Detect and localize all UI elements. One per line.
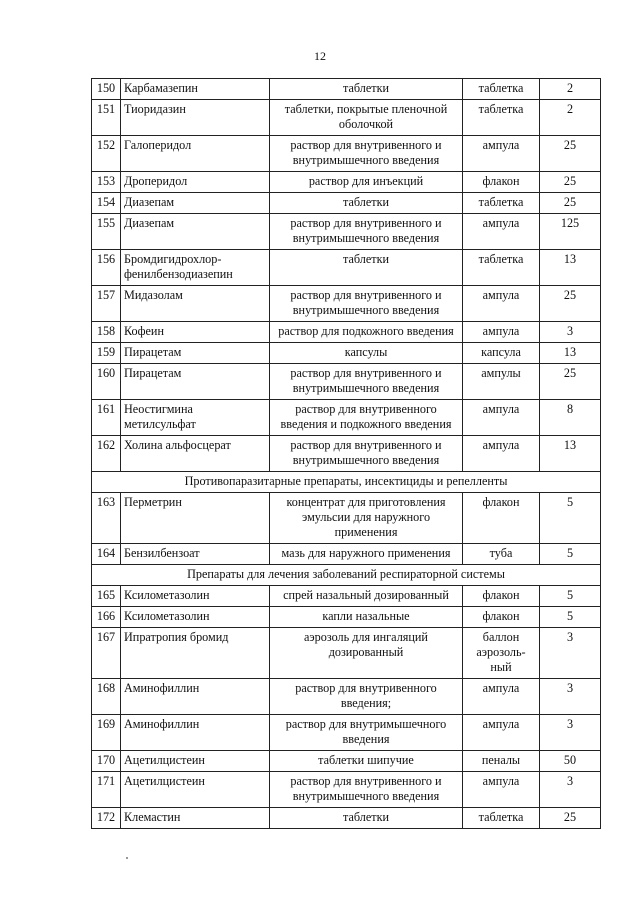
dosage-form: раствор для внутривенного и внутримышечного введения <box>270 214 463 250</box>
quantity: 25 <box>540 172 601 193</box>
quantity: 3 <box>540 715 601 751</box>
drug-name: Диазепам <box>121 193 270 214</box>
drug-name: Пирацетам <box>121 364 270 400</box>
table-row <box>92 286 601 322</box>
dosage-form: раствор для внутривенного и внутримышечного введения <box>270 286 463 322</box>
row-number: 171 <box>92 772 121 808</box>
table-row <box>92 679 601 715</box>
table-row <box>92 586 601 607</box>
package-unit: ампула <box>463 436 540 472</box>
dosage-form: раствор для внутривенного введения; <box>270 679 463 715</box>
table-row <box>92 322 601 343</box>
table-row <box>92 493 601 544</box>
row-number: 151 <box>92 100 121 136</box>
table-row <box>92 772 601 808</box>
package-unit: таблетка <box>463 79 540 100</box>
dosage-form: раствор для внутривенного и внутримышечного введения <box>270 436 463 472</box>
row-number: 155 <box>92 214 121 250</box>
quantity: 50 <box>540 751 601 772</box>
scan-speck <box>126 857 128 859</box>
drug-name: Холина альфосцерат <box>121 436 270 472</box>
package-unit: баллон аэрозоль-ный <box>463 628 540 679</box>
table-row <box>92 400 601 436</box>
package-unit: таблетка <box>463 808 540 829</box>
section-title: Противопаразитарные препараты, инсектициды и репелленты <box>92 472 601 493</box>
drug-name: Бензилбензоат <box>121 544 270 565</box>
table-row <box>92 715 601 751</box>
page-number: 12 <box>314 49 326 63</box>
drug-name: Ипратропия бромид <box>121 628 270 679</box>
table-row <box>92 193 601 214</box>
dosage-form: капсулы <box>270 343 463 364</box>
row-number: 170 <box>92 751 121 772</box>
table-body <box>92 79 601 829</box>
package-unit: ампула <box>463 772 540 808</box>
table-row <box>92 364 601 400</box>
drug-name: Диазепам <box>121 214 270 250</box>
drug-name: Галоперидол <box>121 136 270 172</box>
table-row <box>92 436 601 472</box>
package-unit: ампулы <box>463 364 540 400</box>
row-number: 168 <box>92 679 121 715</box>
drug-name: Карбамазепин <box>121 79 270 100</box>
quantity: 2 <box>540 79 601 100</box>
quantity: 13 <box>540 343 601 364</box>
dosage-form: раствор для внутривенного и внутримышечного введения <box>270 772 463 808</box>
table-row <box>92 250 601 286</box>
quantity: 25 <box>540 808 601 829</box>
table-row <box>92 544 601 565</box>
package-unit: таблетка <box>463 193 540 214</box>
table-row <box>92 808 601 829</box>
dosage-form: раствор для внутримышечного введения <box>270 715 463 751</box>
quantity: 3 <box>540 628 601 679</box>
dosage-form: таблетки шипучие <box>270 751 463 772</box>
dosage-form: спрей назальный дозированный <box>270 586 463 607</box>
quantity: 5 <box>540 607 601 628</box>
drug-name: Аминофиллин <box>121 715 270 751</box>
row-number: 162 <box>92 436 121 472</box>
dosage-form: аэрозоль для ингаляций дозированный <box>270 628 463 679</box>
quantity: 5 <box>540 586 601 607</box>
row-number: 169 <box>92 715 121 751</box>
dosage-form: раствор для внутривенного и внутримышечного введения <box>270 136 463 172</box>
package-unit: ампула <box>463 286 540 322</box>
drug-name: Неостигмина метилсульфат <box>121 400 270 436</box>
dosage-form: таблетки <box>270 79 463 100</box>
drug-name: Дроперидол <box>121 172 270 193</box>
dosage-form: таблетки, покрытые пленочной оболочкой <box>270 100 463 136</box>
quantity: 5 <box>540 493 601 544</box>
package-unit: флакон <box>463 607 540 628</box>
package-unit: таблетка <box>463 100 540 136</box>
table-row <box>92 100 601 136</box>
section-title: Препараты для лечения заболеваний респираторной системы <box>92 565 601 586</box>
package-unit: флакон <box>463 493 540 544</box>
row-number: 166 <box>92 607 121 628</box>
package-unit: капсула <box>463 343 540 364</box>
quantity: 125 <box>540 214 601 250</box>
dosage-form: раствор для инъекций <box>270 172 463 193</box>
quantity: 25 <box>540 193 601 214</box>
row-number: 167 <box>92 628 121 679</box>
package-unit: флакон <box>463 172 540 193</box>
drug-name: Клемастин <box>121 808 270 829</box>
quantity: 3 <box>540 772 601 808</box>
quantity: 8 <box>540 400 601 436</box>
package-unit: флакон <box>463 586 540 607</box>
row-number: 157 <box>92 286 121 322</box>
row-number: 152 <box>92 136 121 172</box>
row-number: 153 <box>92 172 121 193</box>
drug-name: Бромдигидрохлор-фенилбензодиазепин <box>121 250 270 286</box>
row-number: 164 <box>92 544 121 565</box>
row-number: 156 <box>92 250 121 286</box>
row-number: 150 <box>92 79 121 100</box>
quantity: 25 <box>540 286 601 322</box>
row-number: 160 <box>92 364 121 400</box>
drug-name: Ацетилцистеин <box>121 751 270 772</box>
package-unit: пеналы <box>463 751 540 772</box>
table-row <box>92 751 601 772</box>
row-number: 163 <box>92 493 121 544</box>
package-unit: ампула <box>463 400 540 436</box>
drug-name: Аминофиллин <box>121 679 270 715</box>
section-header-row <box>92 565 601 586</box>
dosage-form: раствор для внутривенного введения и подкожного введения <box>270 400 463 436</box>
row-number: 165 <box>92 586 121 607</box>
quantity: 3 <box>540 679 601 715</box>
package-unit: ампула <box>463 679 540 715</box>
quantity: 25 <box>540 364 601 400</box>
drug-name: Кофеин <box>121 322 270 343</box>
drug-name: Ксилометазолин <box>121 586 270 607</box>
table-row <box>92 136 601 172</box>
table-row <box>92 172 601 193</box>
dosage-form: раствор для подкожного введения <box>270 322 463 343</box>
row-number: 172 <box>92 808 121 829</box>
dosage-form: капли назальные <box>270 607 463 628</box>
table-row <box>92 79 601 100</box>
drug-name: Перметрин <box>121 493 270 544</box>
dosage-form: мазь для наружного применения <box>270 544 463 565</box>
dosage-form: таблетки <box>270 808 463 829</box>
drug-name: Ацетилцистеин <box>121 772 270 808</box>
table-row <box>92 343 601 364</box>
package-unit: ампула <box>463 715 540 751</box>
drug-name: Мидазолам <box>121 286 270 322</box>
dosage-form: концентрат для приготовления эмульсии для наружного применения <box>270 493 463 544</box>
quantity: 25 <box>540 136 601 172</box>
row-number: 159 <box>92 343 121 364</box>
drug-name: Ксилометазолин <box>121 607 270 628</box>
package-unit: ампула <box>463 136 540 172</box>
quantity: 13 <box>540 250 601 286</box>
section-header-row <box>92 472 601 493</box>
quantity: 2 <box>540 100 601 136</box>
package-unit: туба <box>463 544 540 565</box>
package-unit: ампула <box>463 322 540 343</box>
row-number: 154 <box>92 193 121 214</box>
drug-table <box>91 78 601 829</box>
dosage-form: раствор для внутривенного и внутримышечного введения <box>270 364 463 400</box>
quantity: 5 <box>540 544 601 565</box>
row-number: 161 <box>92 400 121 436</box>
quantity: 3 <box>540 322 601 343</box>
dosage-form: таблетки <box>270 250 463 286</box>
row-number: 158 <box>92 322 121 343</box>
table-row <box>92 607 601 628</box>
package-unit: таблетка <box>463 250 540 286</box>
quantity: 13 <box>540 436 601 472</box>
table-row <box>92 214 601 250</box>
table-row <box>92 628 601 679</box>
package-unit: ампула <box>463 214 540 250</box>
drug-name: Тиоридазин <box>121 100 270 136</box>
dosage-form: таблетки <box>270 193 463 214</box>
drug-name: Пирацетам <box>121 343 270 364</box>
